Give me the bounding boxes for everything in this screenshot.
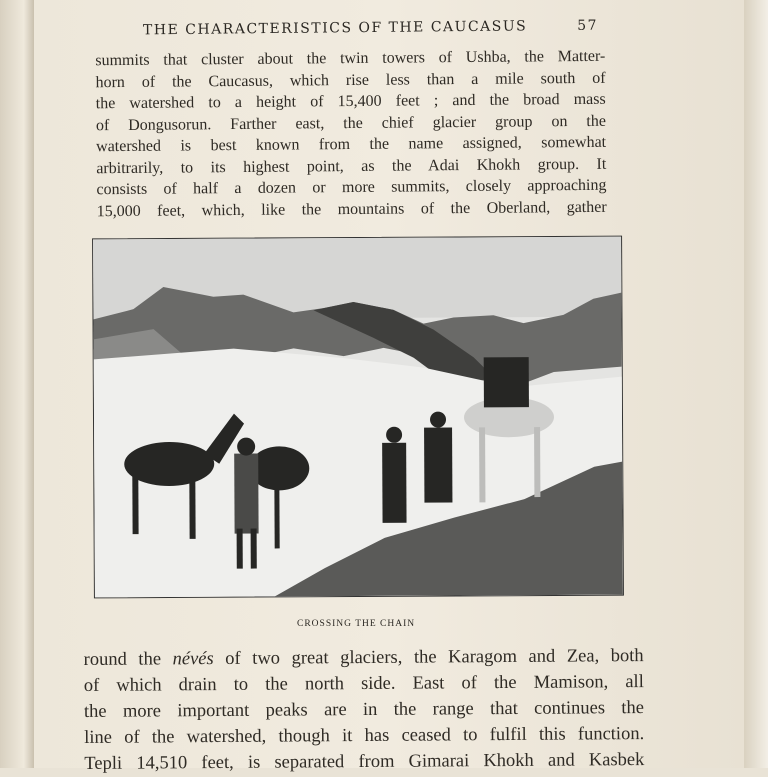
text-line: the more important peaks are in the range that continues the xyxy=(83,698,645,722)
page-edge xyxy=(744,0,768,768)
text-line: Tepli 14,510 feet, is separated from Gimarai Khokh and Kasbek xyxy=(84,750,645,774)
text-line: of Dongusorun. Farther east, the chief glacier group on the xyxy=(95,112,606,134)
text-line xyxy=(84,643,644,673)
photograph-crossing-the-chain xyxy=(92,236,624,599)
text-line: watershed is best known from the name assigned, somewhat xyxy=(96,133,607,156)
text-line: line of the watershed, though it has ceased to fulfil this function. xyxy=(84,724,645,748)
bottom-paragraph xyxy=(84,643,645,777)
running-title: THE CHARACTERISTICS OF THE CAUCASUS xyxy=(142,18,528,39)
text-line: of which drain to the north side. East of the Mamison, all xyxy=(83,672,644,696)
text-line: horn of the Caucasus, which rise less than a mile south of xyxy=(95,69,606,91)
page-number: 57 xyxy=(577,17,599,34)
italic-term: névés xyxy=(172,649,214,670)
text-run: of two great glaciers, the Karagom and Zea, both xyxy=(213,646,644,670)
facing-page-edge xyxy=(0,0,34,768)
text-line: the watershed to a height of 15,400 feet ; and the broad mass xyxy=(95,90,606,113)
text-line: arbitrarily, to its highest point, as the Adai Khokh group. It xyxy=(96,155,607,177)
text-line: consists of half a dozen or more summits, closely approaching xyxy=(96,176,607,199)
text-line: summits that cluster about the twin towers of Ushba, the Matter- xyxy=(95,47,606,70)
figure-caption: CROSSING THE CHAIN xyxy=(297,619,416,629)
text-line: 15,000 feet, which, like the mountains of the Oberland, gather xyxy=(96,198,607,220)
text-run: round the xyxy=(83,649,173,670)
top-paragraph xyxy=(95,46,606,222)
